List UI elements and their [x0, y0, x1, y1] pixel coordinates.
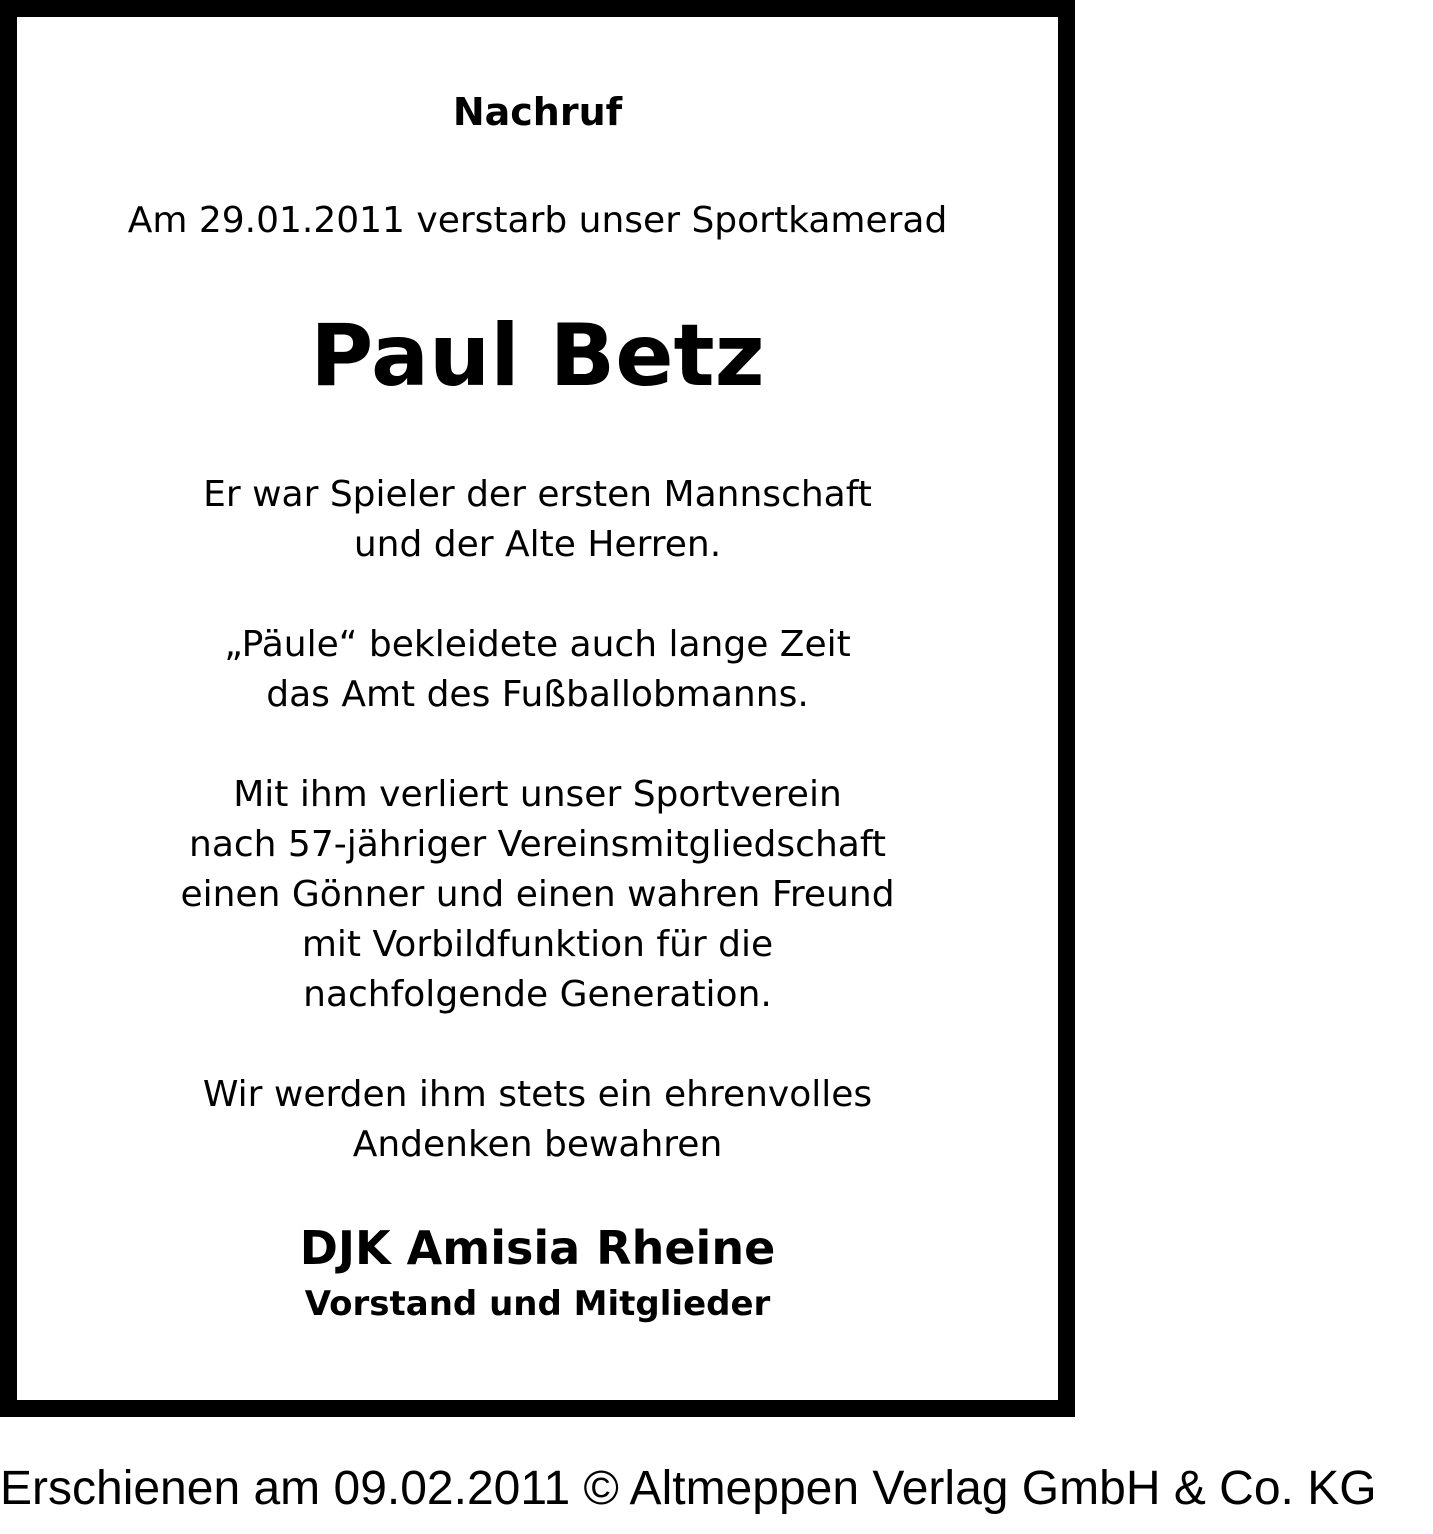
obituary-notice-content — [17, 17, 1058, 1400]
paragraph-line: Mit ihm verliert unser Sportverein — [233, 774, 842, 815]
paragraph-line: einen Gönner und einen wahren Freund — [180, 874, 895, 915]
notice-paragraph — [17, 470, 1058, 570]
organization-subtitle: Vorstand und Mitglieder — [304, 1284, 771, 1324]
notice-paragraph — [17, 770, 1058, 1020]
notice-intro: Am 29.01.2011 verstarb unser Sportkamerad — [127, 200, 948, 241]
paragraph-line: nachfolgende Generation. — [303, 974, 772, 1015]
organization-name: DJK Amisia Rheine — [299, 1221, 776, 1275]
deceased-name: Paul Betz — [310, 306, 765, 406]
notice-heading: Nachruf — [452, 90, 623, 134]
paragraph-line: „Päule“ bekleidete auch lange Zeit — [224, 624, 851, 665]
paragraph-line: das Amt des Fußballobmanns. — [266, 674, 809, 715]
paragraph-line: Wir werden ihm stets ein ehrenvolles — [202, 1074, 873, 1115]
paragraph-line: nach 57-jähriger Vereinsmitgliedschaft — [189, 824, 886, 865]
paragraph-line: Andenken bewahren — [352, 1124, 723, 1165]
paragraph-line: und der Alte Herren. — [353, 524, 722, 565]
publication-footer: Erschienen am 09.02.2011 © Altmeppen Verlag GmbH & Co. KG — [0, 1462, 1377, 1515]
paragraph-line: mit Vorbildfunktion für die — [301, 924, 774, 965]
notice-paragraph — [17, 1070, 1058, 1170]
notice-paragraph — [17, 620, 1058, 720]
paragraph-line: Er war Spieler der ersten Mannschaft — [203, 474, 872, 515]
